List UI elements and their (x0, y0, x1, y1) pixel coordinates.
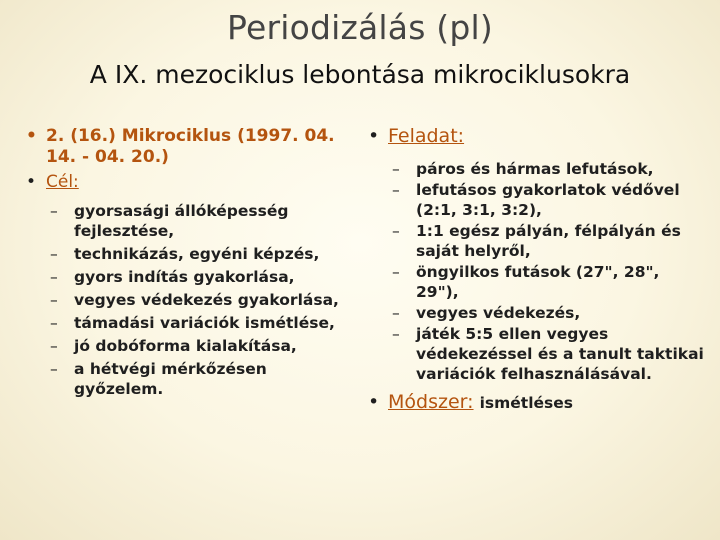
list-item: – támadási variációk ismétlése, (50, 314, 335, 332)
method-item (368, 392, 704, 414)
list-item-text: 1:1 egész pályán, félpályán és saját helyről, (416, 222, 681, 260)
list-item-text: gyors indítás gyakorlása, (74, 268, 295, 286)
list-item: – gyorsasági állóképesség fejlesztése, (50, 202, 289, 240)
task-list (368, 159, 704, 384)
bullet-icon: • (26, 172, 37, 192)
method-value: ismétléses (479, 394, 573, 412)
list-item-text: technikázás, egyéni képzés, (74, 245, 320, 263)
list-item: – a hétvégi mérkőzésen győzelem. (50, 360, 267, 398)
microcycle-item (26, 126, 356, 168)
list-item-text: lefutásos gyakorlatok védővel (2:1, 3:1, 3:2), (416, 181, 680, 219)
microcycle-text: 2. (16.) Mikrociklus (1997. 04. 14. - 04. 20.) (46, 126, 335, 167)
method-label: Módszer: (388, 391, 474, 413)
slide-title: Periodizálás (pl) (227, 8, 493, 47)
bullet-icon: • (26, 126, 37, 146)
list-item-text: támadási variációk ismétlése, (74, 314, 335, 332)
list-item: – vegyes védekezés, (392, 304, 581, 322)
list-item-text: vegyes védekezés gyakorlása, (74, 291, 339, 309)
list-item-text: jó dobóforma kialakítása, (74, 337, 297, 355)
list-item-text: gyorsasági állóképesség fejlesztése, (74, 202, 289, 240)
right-column (368, 126, 704, 414)
list-item: – technikázás, egyéni képzés, (50, 245, 320, 263)
list-item: – 1:1 egész pályán, félpályán és saját helyről, (392, 222, 681, 260)
goal-heading-item (26, 172, 356, 193)
task-heading-item (368, 126, 704, 147)
goal-list (26, 201, 356, 399)
list-item: – vegyes védekezés gyakorlása, (50, 291, 339, 309)
list-item: – jó dobóforma kialakítása, (50, 337, 297, 355)
bullet-icon: • (368, 125, 380, 147)
list-item-text: öngyilkos futások (27", 28", 29"), (416, 263, 660, 301)
list-item: – öngyilkos futások (27", 28", 29"), (392, 263, 660, 301)
list-item-text: páros és hármas lefutások, (416, 160, 654, 178)
list-item-text: játék 5:5 ellen vegyes védekezéssel és a tanult taktikai variációk felhasználásával. (416, 325, 704, 383)
slide-subtitle: A IX. mezociklus lebontása mikrociklusokra (89, 60, 631, 89)
goal-label: Cél: (46, 172, 79, 192)
bullet-icon: • (368, 391, 380, 413)
list-item-text: vegyes védekezés, (416, 304, 581, 322)
list-item: – játék 5:5 ellen vegyes védekezéssel és a tanult taktikai variációk felhasználásával. (392, 325, 704, 383)
left-column (26, 126, 356, 399)
list-item: – páros és hármas lefutások, (392, 160, 654, 178)
list-item: – lefutásos gyakorlatok védővel (2:1, 3:1, 3:2), (392, 181, 680, 219)
task-label: Feladat: (388, 125, 465, 147)
list-item-text: a hétvégi mérkőzésen győzelem. (74, 360, 267, 398)
list-item: – gyors indítás gyakorlása, (50, 268, 295, 286)
